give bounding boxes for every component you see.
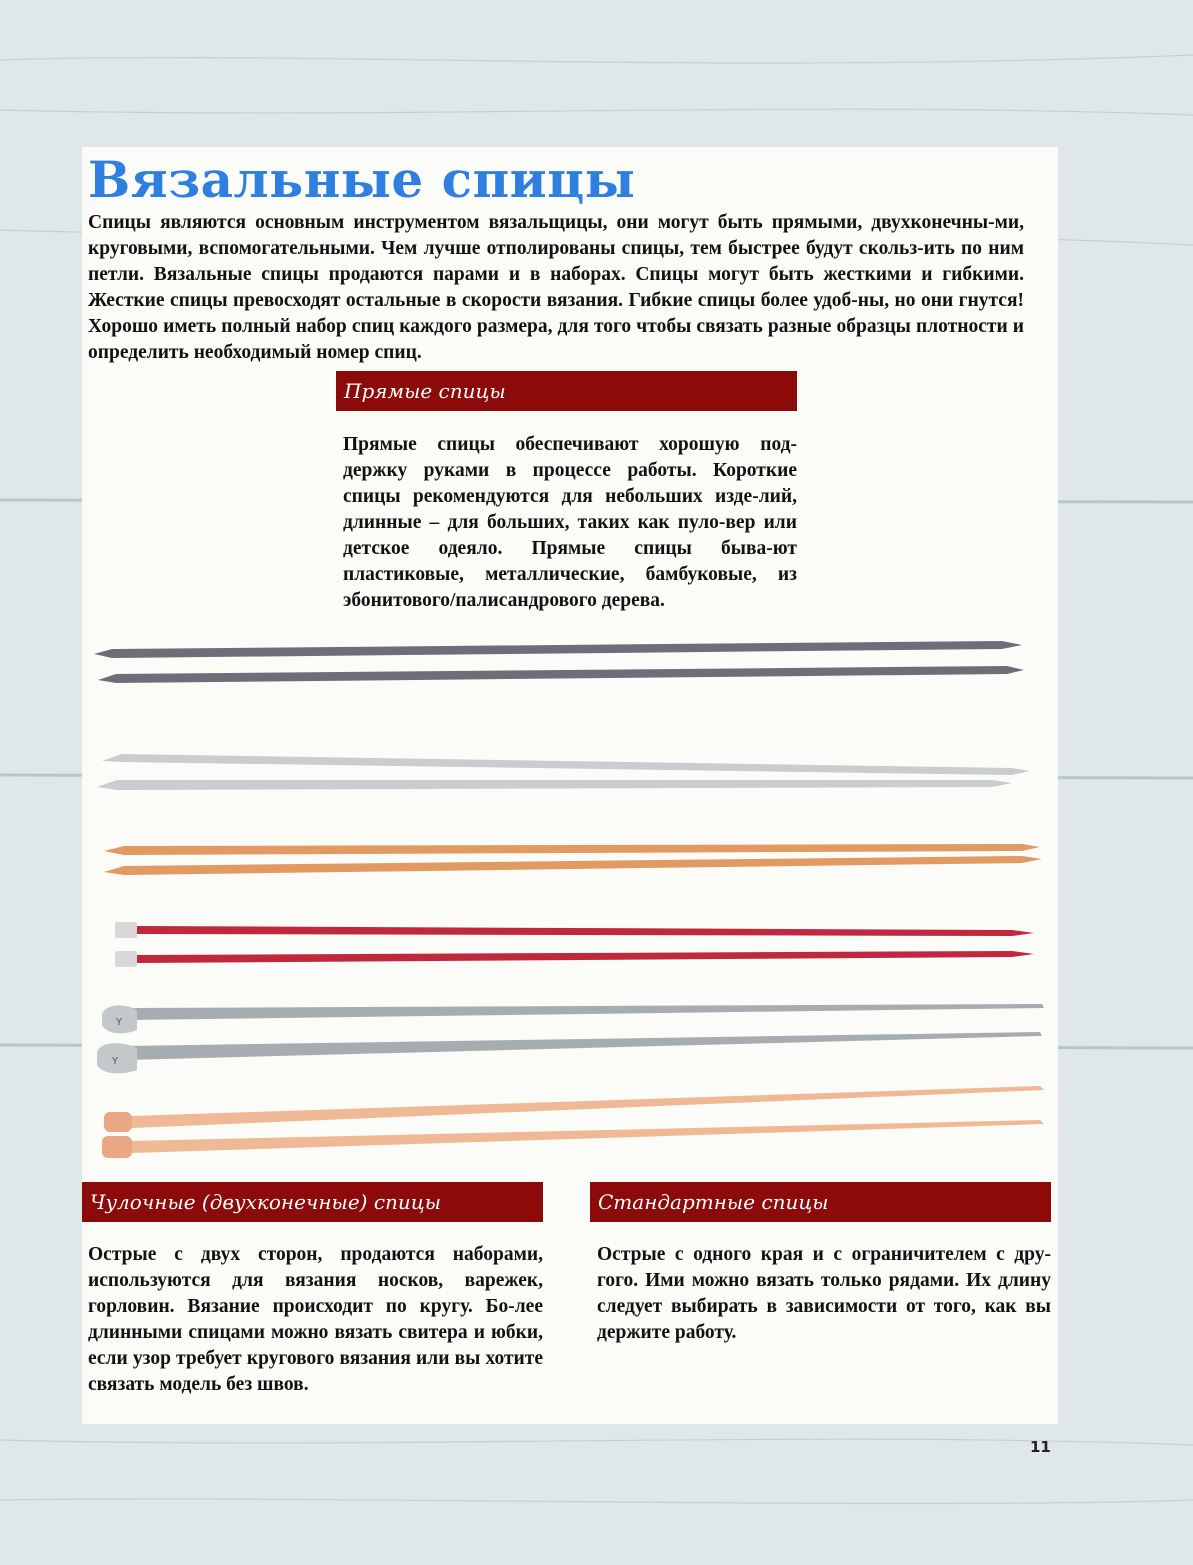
svg-text:Y: Y (116, 1017, 123, 1028)
straight-needles-heading: Прямые спицы (336, 371, 797, 411)
metal-double-pointed-needles (94, 641, 1024, 683)
straight-needles-text: Прямые спицы обеспечивают хорошую под-держку руками в процессе работы. Короткие спицы рекомендуются для небольших изде-лий, длинные – для больших, таких как пуло-вер или детское одеяло. Прямые спицы быва-ют пластиковые, металлические, бамбуковые, из эбонитового/палисандрового дерева. (343, 434, 797, 611)
page-title: Вязальные спицы (88, 150, 636, 209)
double-pointed-needles-text: Острые с двух сторон, продаются наборами, используются для вязания носков, варежек, горловин. Вязание происходит по кругу. Бо-лее длинными спицами можно вязать свитера и юбки, если узор требует кругового вязания или вы хотите связать модель без швов. (88, 1244, 543, 1395)
needles-illustration (82, 620, 1058, 1180)
standard-needles-heading: Стандартные спицы (590, 1182, 1051, 1222)
bamboo-double-pointed-needles (104, 844, 1042, 875)
double-pointed-needles-heading: Чулочные (двухконечные) спицы (82, 1182, 543, 1222)
red-single-point-needles (115, 922, 1034, 967)
intro-paragraph: Спицы являются основным инструментом вязальщицы, они могут быть прямыми, двухконечны-ми, круговыми, вспомогательными. Чем лучше отполированы спицы, тем быстрее будут скольз-ить по ним петли. Вязальные спицы продаются парами и в наборах. Спицы могут быть жесткими и гибкими. Жесткие спицы превосходят остальные в скорости вязания. Гибкие спицы более удоб-ны, но они гнутся! Хорошо иметь полный набор спиц каждого размера, для того чтобы связать разные образцы плотности и определить необходимый номер спиц. (88, 212, 1024, 363)
grey-plastic-needles (97, 1004, 1044, 1073)
svg-text:Y: Y (112, 1056, 119, 1067)
page-number: 11 (1030, 1438, 1051, 1456)
grey-double-pointed-needles (97, 754, 1030, 790)
standard-needles-text: Острые с одного края и с ограничителем с дру-гого. Ими можно вязать только рядами. Их длину следует выбирать в зависимости от того, как вы держите работу. (597, 1244, 1051, 1343)
light-wood-needles (102, 1086, 1044, 1158)
